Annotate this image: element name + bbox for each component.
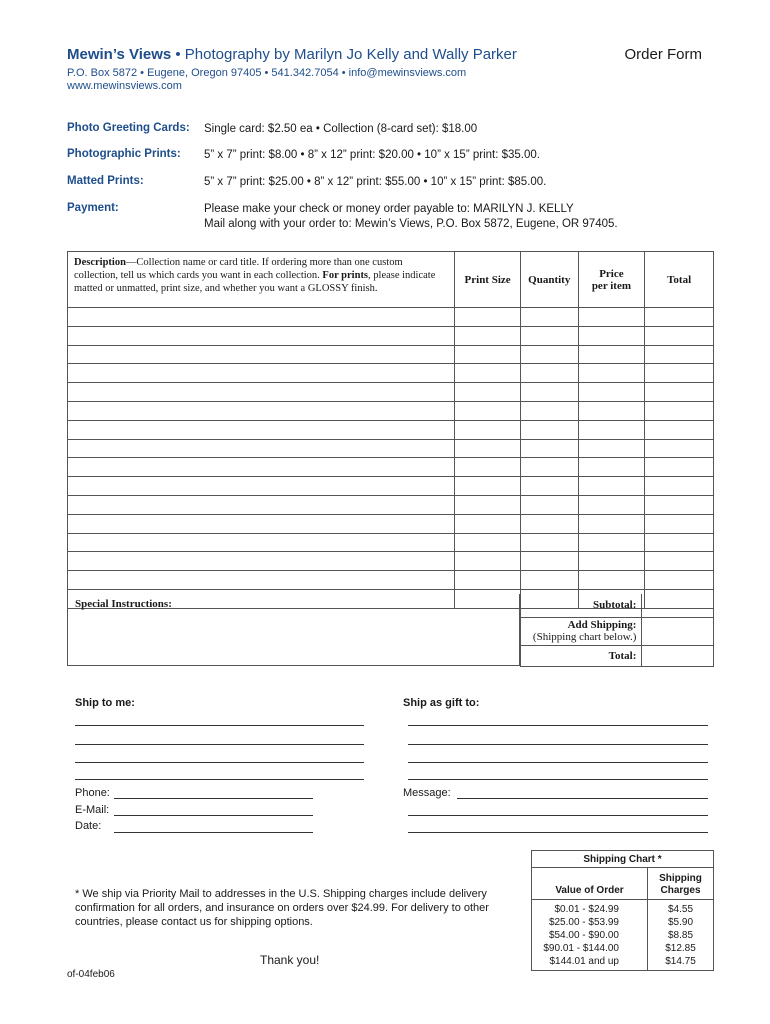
print-size-cell[interactable] [455,383,521,402]
price-cell[interactable] [578,308,645,327]
total-field[interactable] [642,645,714,666]
total-cell[interactable] [645,552,714,571]
pricing-label: Photographic Prints: [67,148,181,160]
order-row [68,383,714,402]
price-cell[interactable] [578,326,645,345]
email-label: E-Mail: [75,804,110,816]
phone-label: Phone: [75,787,110,799]
total-cell[interactable] [645,364,714,383]
quantity-header: Quantity [520,252,578,308]
description-cell[interactable] [68,326,455,345]
print-size-cell[interactable] [455,514,521,533]
description-cell[interactable] [68,401,455,420]
price-cell[interactable] [578,571,645,590]
special-instructions-box[interactable] [67,594,520,666]
order-row [68,458,714,477]
description-cell[interactable] [68,364,455,383]
total-cell[interactable] [645,326,714,345]
pricing-label: Photo Greeting Cards: [67,122,190,134]
message-line[interactable] [408,832,708,833]
print-size-cell[interactable] [455,571,521,590]
shipping-charge: $5.90 [667,917,694,928]
shipping-label [521,617,642,645]
ship-to-heading-text: Ship to me: [75,697,135,709]
shipping-chart-title: Shipping Chart * [532,851,714,868]
order-row [68,364,714,383]
description-cell[interactable] [68,495,455,514]
price-header [578,252,645,308]
gift-line[interactable] [408,762,708,763]
shipping-chart-body [532,900,714,971]
print-size-cell[interactable] [455,364,521,383]
page-title [67,46,517,63]
website-link[interactable]: www.mewinsviews.com [67,80,182,92]
shipping-charge-values [648,900,714,971]
price-cell[interactable] [578,383,645,402]
pricing-label: Payment: [67,202,119,214]
tagline: • Photography by Marilyn Jo Kelly and Wally Parker [171,46,517,63]
price-cell[interactable] [578,477,645,496]
total-cell[interactable] [645,420,714,439]
order-row [68,345,714,364]
print-size-cell[interactable] [455,495,521,514]
price-cell[interactable] [578,533,645,552]
total-label: Total: [521,645,642,666]
description-cell[interactable] [68,514,455,533]
value-of-order-header: Value of Order [532,868,648,900]
pricing-value: 5” x 7” print: $25.00 • 8” x 12” print: $55.00 • 10” x 15” print: $85.00. [204,176,547,188]
total-cell[interactable] [645,495,714,514]
total-cell[interactable] [645,439,714,458]
print-size-cell[interactable] [455,326,521,345]
shipping-row [521,617,714,645]
date-field[interactable] [114,832,313,833]
description-cell[interactable] [68,308,455,327]
quantity-cell[interactable] [520,458,578,477]
price-cell[interactable] [578,345,645,364]
description-cell[interactable] [68,533,455,552]
order-value-ranges [532,900,648,971]
shipping-field[interactable] [642,617,714,645]
price-cell[interactable] [578,458,645,477]
description-cell[interactable] [68,383,455,402]
quantity-cell[interactable] [520,533,578,552]
quantity-cell[interactable] [520,571,578,590]
print-size-cell[interactable] [455,345,521,364]
order-table-header [68,252,714,308]
total-cell[interactable] [645,383,714,402]
ship-to-line[interactable] [75,779,364,780]
total-row [521,645,714,666]
total-cell[interactable] [645,514,714,533]
charges-header-1: Shipping [659,873,702,884]
description-cell[interactable] [68,345,455,364]
price-cell[interactable] [578,420,645,439]
special-instructions-label: Special Instructions: [75,598,172,610]
ship-to-line[interactable] [75,744,364,745]
print-size-cell[interactable] [455,477,521,496]
thank-you: Thank you! [260,953,320,967]
totals-table [520,594,714,667]
pricing-value: 5” x 7” print: $8.00 • 8” x 12” print: $20.00 • 10” x 15” print: $35.00. [204,149,540,161]
order-row [68,420,714,439]
payment-line-1: Please make your check or money order payable to: MARILYN J. KELLY [204,203,574,215]
gift-line[interactable] [408,779,708,780]
order-value-range: $54.00 - $90.00 [548,930,619,941]
order-row [68,439,714,458]
shipping-charge: $12.85 [665,943,696,954]
form-title: Order Form [624,46,702,63]
total-cell[interactable] [645,533,714,552]
quantity-cell[interactable] [520,514,578,533]
order-row [68,326,714,345]
description-cell[interactable] [68,458,455,477]
desc-text-2: , please indicate matted or unmatted, print size, and whether you want a GLOSSY finish. [74,270,436,294]
total-cell[interactable] [645,458,714,477]
gift-line[interactable] [408,725,708,726]
price-cell[interactable] [578,495,645,514]
quantity-cell[interactable] [520,495,578,514]
total-header: Total [645,252,714,308]
payment-line-2: Mail along with your order to: Mewin’s Views, P.O. Box 5872, Eugene, OR 97405. [204,218,618,230]
ship-to-line[interactable] [75,762,364,763]
phone-field[interactable] [114,798,313,799]
gift-line[interactable] [408,744,708,745]
brand-name: Mewin’s Views [67,46,172,63]
total-cell[interactable] [645,477,714,496]
print-size-cell[interactable] [455,401,521,420]
subtotal-row [521,594,714,617]
order-value-range: $90.01 - $144.00 [543,943,619,954]
price-cell[interactable] [578,401,645,420]
total-cell[interactable] [645,345,714,364]
charges-header-2: Charges [660,885,701,896]
add-shipping-label: Add Shipping: [567,619,637,631]
order-row [68,514,714,533]
message-line[interactable] [408,815,708,816]
total-cell[interactable] [645,571,714,590]
contact-info [67,67,466,93]
quantity-cell[interactable] [520,439,578,458]
order-row [68,571,714,590]
shipping-note: (Shipping chart below.) [532,631,637,643]
date-label: Date: [75,820,102,832]
order-row [68,552,714,571]
address-line: P.O. Box 5872 • Eugene, Oregon 97405 • 541.342.7054 • info@mewinsviews.com [67,67,467,79]
print-size-header: Print Size [455,252,521,308]
shipping-charge: $4.55 [667,904,694,915]
description-cell[interactable] [68,439,455,458]
shipping-charges-header [648,868,714,900]
form-code: of-04feb06 [67,969,115,980]
shipping-chart [531,850,714,971]
pricing-label: Matted Prints: [67,175,144,187]
shipping-charge: $8.85 [667,930,694,941]
order-value-range: $144.01 and up [549,956,619,967]
subtotal-label: Subtotal: [521,594,642,617]
message-label: Message: [403,787,451,799]
ship-as-gift-heading [403,697,479,709]
description-cell[interactable] [68,477,455,496]
price-cell[interactable] [578,514,645,533]
price-cell[interactable] [578,364,645,383]
desc-text: —Collection name or card title. If ordering more than one custom collection, tell us which cards you want in each collection. [74,257,403,281]
price-header-1: Price [599,267,624,280]
quantity-cell[interactable] [520,401,578,420]
order-value-range: $25.00 - $53.99 [548,917,619,928]
email-field[interactable] [114,815,313,816]
shipping-charge: $14.75 [665,956,696,967]
order-row [68,495,714,514]
shipping-chart-header [532,868,714,900]
description-header [68,252,455,308]
print-size-cell[interactable] [455,420,521,439]
description-cell[interactable] [68,420,455,439]
order-row [68,308,714,327]
order-table [67,251,714,609]
description-cell[interactable] [68,552,455,571]
print-size-cell[interactable] [455,552,521,571]
quantity-cell[interactable] [520,477,578,496]
order-row [68,401,714,420]
ship-to-me-heading [75,697,135,709]
order-value-range: $0.01 - $24.99 [554,904,619,915]
shipping-note-text: * We ship via Priority Mail to addresses in the U.S. Shipping charges include delivery confirmation for all orders, and insurance on orders over $24.99. For delivery to other countries, please contact us for shipping options. [75,888,489,928]
quantity-cell[interactable] [520,345,578,364]
quantity-cell[interactable] [520,420,578,439]
quantity-cell[interactable] [520,308,578,327]
total-cell[interactable] [645,308,714,327]
quantity-cell[interactable] [520,326,578,345]
print-size-cell[interactable] [455,439,521,458]
description-cell[interactable] [68,571,455,590]
print-size-cell[interactable] [455,308,521,327]
pricing-value [204,202,618,232]
subtotal-field[interactable] [642,594,714,617]
quantity-cell[interactable] [520,383,578,402]
order-row [68,477,714,496]
order-row [68,533,714,552]
desc-bold-prints: For prints [322,270,369,281]
print-size-cell[interactable] [455,533,521,552]
quantity-cell[interactable] [520,364,578,383]
price-header-2: per item [591,279,632,292]
price-cell[interactable] [578,439,645,458]
pricing-value: Single card: $2.50 ea • Collection (8-card set): $18.00 [204,123,478,135]
desc-bold: Description [74,257,126,268]
print-size-cell[interactable] [455,458,521,477]
quantity-cell[interactable] [520,552,578,571]
gift-heading-text: Ship as gift to: [403,697,480,709]
ship-to-line[interactable] [75,725,364,726]
message-field[interactable] [457,798,708,799]
price-cell[interactable] [578,552,645,571]
total-cell[interactable] [645,401,714,420]
